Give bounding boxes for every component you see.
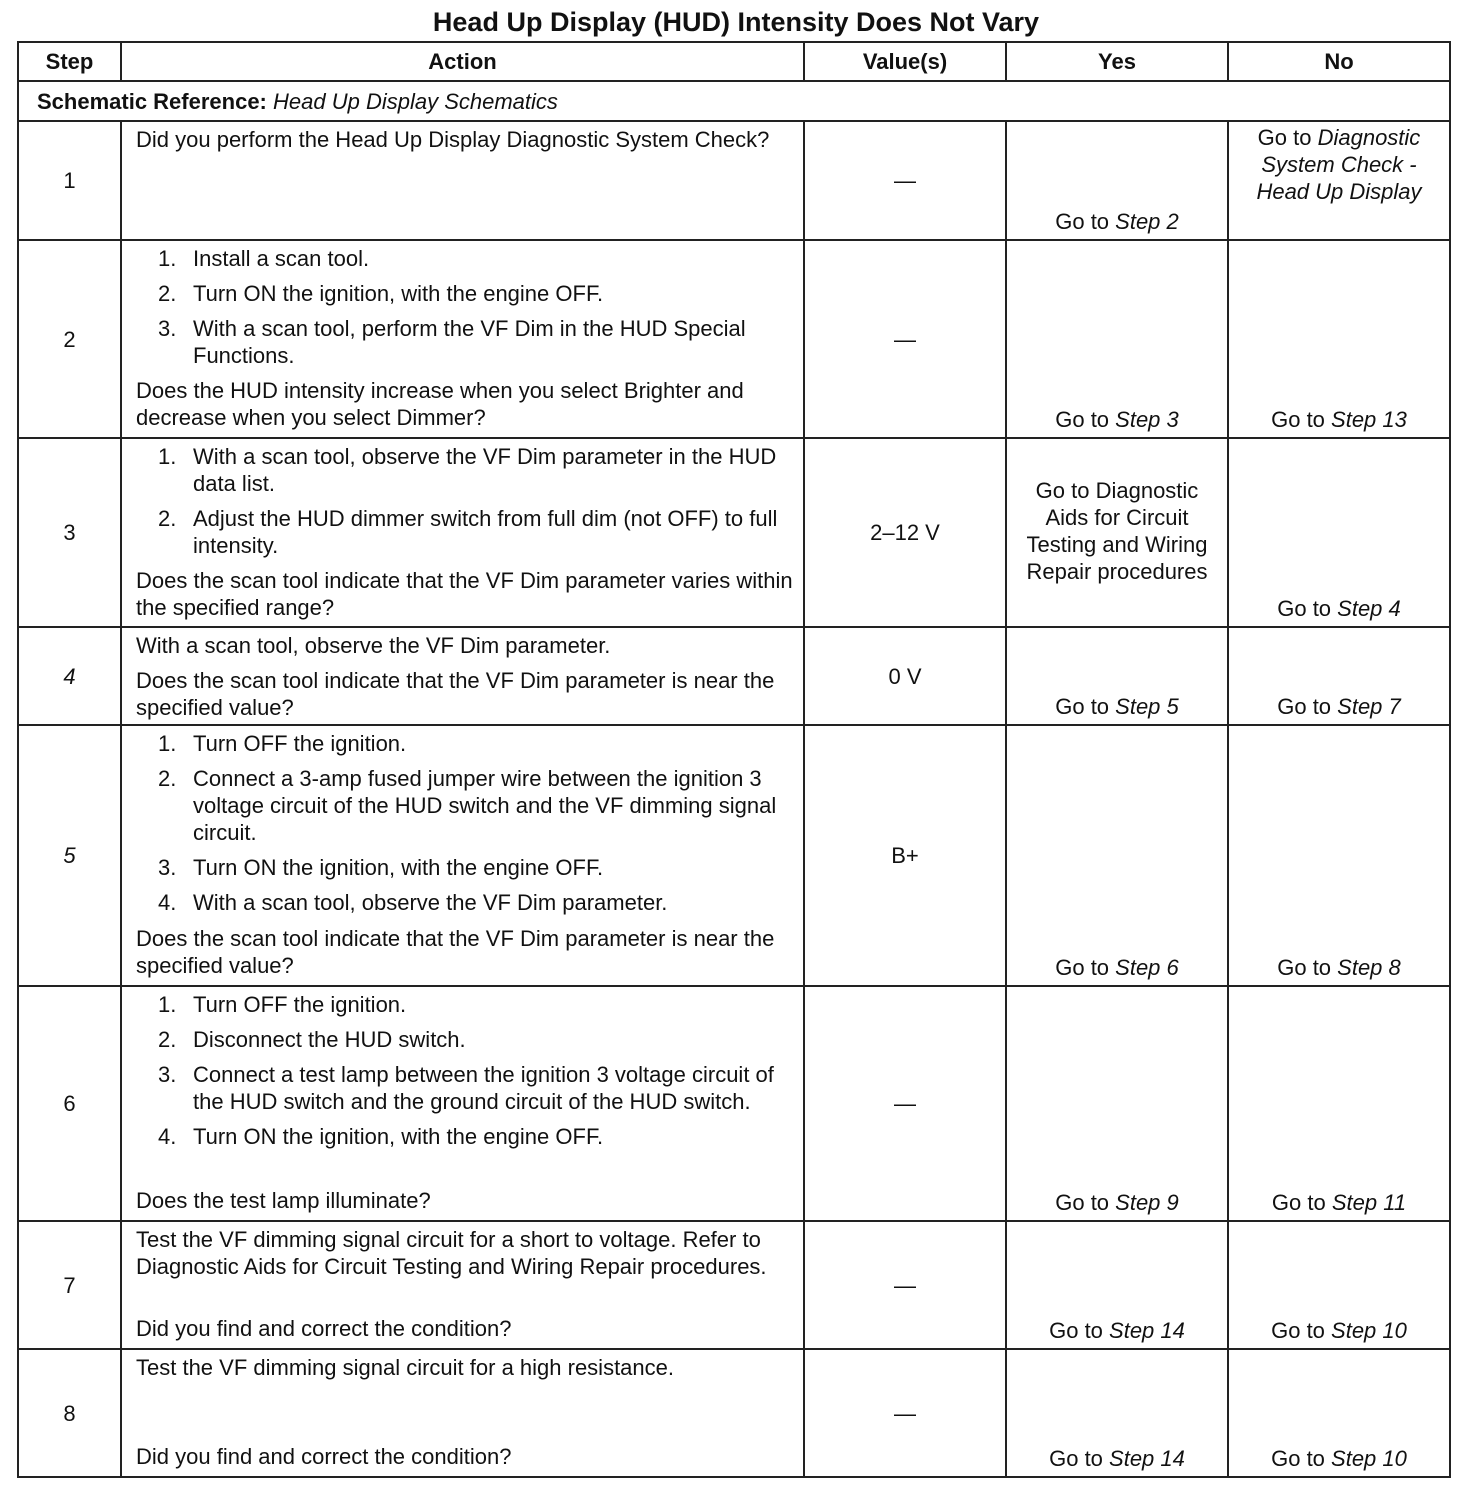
col-header-action: Action [121, 42, 804, 81]
action-instructions [136, 1226, 795, 1288]
action-question: Does the HUD intensity increase when you select Brighter and decrease when you select Dimmer? [136, 378, 744, 430]
action-content [136, 443, 795, 620]
action-step-text: Turn ON the ignition, with the engine OFF. [193, 281, 604, 306]
action-instructions [136, 1354, 795, 1389]
action-step-number: 2. [158, 766, 177, 791]
no-step-link[interactable]: Step 13 [1331, 407, 1407, 432]
schematic-reference-row [18, 81, 1450, 121]
action-step-number: 1. [158, 246, 177, 271]
no-action-text: Go to [1271, 1446, 1332, 1471]
action-step-text: With a scan tool, observe the VF Dim parameter. [193, 890, 668, 915]
action-content [136, 1354, 795, 1470]
action-step-number: 3. [158, 1062, 177, 1087]
value-cell: — [804, 986, 1006, 1221]
action-instructions [136, 730, 795, 924]
action-step-item [136, 765, 795, 846]
action-cell [121, 1221, 804, 1349]
action-step-number: 3. [158, 316, 177, 341]
step-number: 4 [18, 627, 121, 725]
yes-step-link[interactable]: Step 14 [1109, 1318, 1185, 1343]
action-lead: Test the VF dimming signal circuit for a short to voltage. Refer to Diagnostic Aids for Circuit Testing and Wiring Repair procedures. [136, 1227, 767, 1279]
yes-cell [1006, 438, 1228, 627]
no-action-text: Go to [1271, 1190, 1332, 1215]
value-cell: — [804, 1221, 1006, 1349]
yes-action-text: Go to Diagnostic Aids for Circuit Testing and Wiring Repair procedures [1026, 477, 1208, 584]
action-step-item [136, 1026, 795, 1053]
value-cell: — [804, 240, 1006, 438]
yes-cell [1006, 627, 1228, 725]
action-steps-list [136, 991, 795, 1150]
action-lead: Did you perform the Head Up Display Diagnostic System Check? [136, 127, 770, 152]
action-step-number: 1. [158, 444, 177, 469]
action-content [136, 126, 795, 233]
action-instructions [136, 991, 795, 1158]
schematic-reference-link[interactable]: Head Up Display Schematics [273, 88, 558, 114]
step-number: 8 [18, 1349, 121, 1477]
yes-step-link[interactable]: Step 2 [1115, 209, 1179, 234]
yes-cell [1006, 725, 1228, 986]
no-step-link[interactable]: Step 11 [1331, 1190, 1407, 1215]
no-step-link[interactable]: Step 8 [1337, 955, 1401, 980]
value-cell: — [804, 121, 1006, 240]
no-action-text: Go to [1277, 694, 1338, 719]
action-question: Does the test lamp illuminate? [136, 1188, 431, 1213]
action-content [136, 730, 795, 979]
action-step-text: Connect a 3-amp fused jumper wire between the ignition 3 voltage circuit of the HUD switch and the VF dimming signal circuit. [193, 766, 777, 845]
yes-action-text: Go to [1055, 955, 1116, 980]
action-step-number: 4. [158, 1124, 177, 1149]
action-question: Did you find and correct the condition? [136, 1444, 512, 1469]
no-step-link[interactable]: Step 10 [1331, 1318, 1407, 1343]
action-lead: Test the VF dimming signal circuit for a high resistance. [136, 1355, 675, 1380]
yes-cell [1006, 121, 1228, 240]
no-action-text: Go to [1271, 1318, 1332, 1343]
yes-cell [1006, 1349, 1228, 1477]
action-step-number: 3. [158, 855, 177, 880]
col-header-yes: Yes [1006, 42, 1228, 81]
action-step-number: 4. [158, 890, 177, 915]
action-step-text: Turn OFF the ignition. [193, 992, 407, 1017]
action-instructions [136, 632, 795, 667]
diagnostic-table [17, 41, 1451, 1478]
no-action-text: Go to [1257, 125, 1318, 150]
table-row [18, 438, 1450, 627]
action-content [136, 245, 795, 431]
no-step-link[interactable]: Step 7 [1337, 694, 1401, 719]
action-cell [121, 1349, 804, 1477]
action-step-item [136, 889, 795, 916]
no-action-text: Go to [1277, 955, 1338, 980]
yes-step-link[interactable]: Step 14 [1109, 1446, 1185, 1471]
page-title: Head Up Display (HUD) Intensity Does Not Vary [432, 7, 1040, 37]
table-row [18, 1221, 1450, 1349]
action-step-text: With a scan tool, observe the VF Dim parameter in the HUD data list. [193, 444, 777, 496]
action-step-text: Connect a test lamp between the ignition 3 voltage circuit of the HUD switch and the ground circuit of the HUD switch. [193, 1062, 774, 1114]
action-question: Did you find and correct the condition? [136, 1316, 512, 1341]
no-step-link[interactable]: Step 10 [1331, 1446, 1407, 1471]
col-header-no: No [1228, 42, 1450, 81]
action-instructions [136, 443, 795, 567]
step-number: 7 [18, 1221, 121, 1349]
action-steps-list [136, 443, 795, 559]
table-row [18, 725, 1450, 986]
no-cell [1228, 240, 1450, 438]
action-question: Does the scan tool indicate that the VF Dim parameter is near the specified value? [136, 926, 775, 978]
action-step-item [136, 1061, 795, 1115]
no-cell [1228, 986, 1450, 1221]
action-question: Does the scan tool indicate that the VF Dim parameter is near the specified value? [136, 668, 775, 720]
yes-action-text: Go to [1055, 407, 1116, 432]
action-step-item [136, 245, 795, 272]
action-step-text: Adjust the HUD dimmer switch from full dim (not OFF) to full intensity. [193, 506, 778, 558]
action-step-item [136, 505, 795, 559]
yes-action-text: Go to [1055, 694, 1116, 719]
action-step-item [136, 991, 795, 1018]
action-instructions [136, 245, 795, 377]
action-step-number: 2. [158, 1027, 177, 1052]
value-cell: 0 V [804, 627, 1006, 725]
yes-step-link[interactable]: Step 6 [1115, 955, 1179, 980]
no-cell [1228, 725, 1450, 986]
step-number: 1 [18, 121, 121, 240]
step-number: 5 [18, 725, 121, 986]
action-cell [121, 438, 804, 627]
yes-action-text: Go to [1055, 1190, 1116, 1215]
no-cell [1228, 438, 1450, 627]
header-row [18, 42, 1450, 81]
schematic-reference-label: Schematic Reference: [37, 88, 267, 114]
yes-action-text: Go to [1049, 1446, 1110, 1471]
action-question: Does the scan tool indicate that the VF Dim parameter varies within the specified range? [136, 568, 793, 620]
action-step-text: With a scan tool, perform the VF Dim in the HUD Special Functions. [193, 316, 746, 368]
no-step-link[interactable]: Diagnostic System Check - Head Up Display [1256, 125, 1422, 204]
no-action-text: Go to [1277, 596, 1338, 621]
action-content [136, 632, 795, 718]
step-number: 2 [18, 240, 121, 438]
yes-action-text: Go to [1055, 209, 1116, 234]
action-step-item [136, 854, 795, 881]
yes-cell [1006, 986, 1228, 1221]
yes-step-link[interactable]: Step 3 [1115, 407, 1179, 432]
action-step-number: 2. [158, 281, 177, 306]
col-header-step: Step [18, 42, 121, 81]
table-row [18, 627, 1450, 725]
schematic-reference [18, 81, 1450, 121]
yes-step-link[interactable]: Step 9 [1115, 1190, 1179, 1215]
table-row [18, 121, 1450, 240]
action-step-text: Install a scan tool. [193, 246, 370, 271]
step-number: 3 [18, 438, 121, 627]
value-cell: 2–12 V [804, 438, 1006, 627]
action-step-text: Disconnect the HUD switch. [193, 1027, 466, 1052]
action-step-text: Turn ON the ignition, with the engine OFF. [193, 1124, 604, 1149]
yes-cell [1006, 240, 1228, 438]
action-cell [121, 121, 804, 240]
yes-cell [1006, 1221, 1228, 1349]
action-step-item [136, 315, 795, 369]
no-action-text: Go to [1271, 407, 1332, 432]
action-content [136, 991, 795, 1214]
value-cell: — [804, 1349, 1006, 1477]
yes-step-link[interactable]: Step 5 [1115, 694, 1179, 719]
action-step-number: 1. [158, 992, 177, 1017]
no-cell [1228, 627, 1450, 725]
action-steps-list [136, 730, 795, 916]
action-step-text: Turn OFF the ignition. [193, 731, 407, 756]
col-header-values: Value(s) [804, 42, 1006, 81]
action-lead: With a scan tool, observe the VF Dim parameter. [136, 633, 611, 658]
action-steps-list [136, 245, 795, 369]
table-row [18, 240, 1450, 438]
action-cell [121, 725, 804, 986]
yes-action-text: Go to [1049, 1318, 1110, 1343]
no-step-link[interactable]: Step 4 [1337, 596, 1401, 621]
action-step-item [136, 730, 795, 757]
no-cell [1228, 1221, 1450, 1349]
action-instructions [136, 126, 795, 161]
action-step-text: Turn ON the ignition, with the engine OFF. [193, 855, 604, 880]
action-step-item [136, 443, 795, 497]
action-cell [121, 627, 804, 725]
action-step-item [136, 1123, 795, 1150]
action-content [136, 1226, 795, 1342]
table-row [18, 1349, 1450, 1477]
no-cell [1228, 121, 1450, 240]
action-step-number: 2. [158, 506, 177, 531]
value-cell: B+ [804, 725, 1006, 986]
action-step-number: 1. [158, 731, 177, 756]
action-cell [121, 986, 804, 1221]
no-cell [1228, 1349, 1450, 1477]
table-row [18, 986, 1450, 1221]
action-step-item [136, 280, 795, 307]
action-cell [121, 240, 804, 438]
step-number: 6 [18, 986, 121, 1221]
